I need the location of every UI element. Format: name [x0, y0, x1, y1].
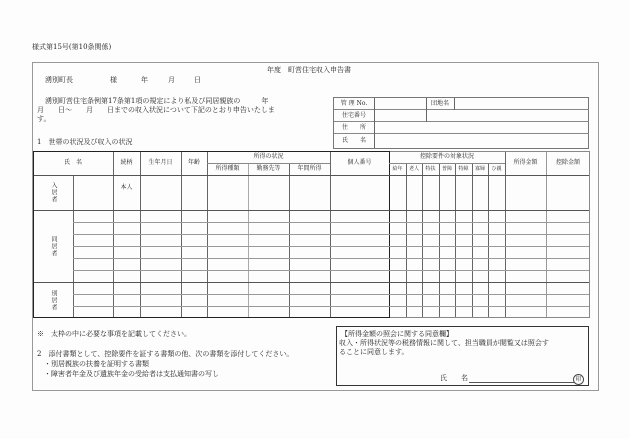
- consent-name-label: 氏 名: [440, 374, 468, 382]
- seal-icon: 印: [573, 374, 584, 385]
- consent-line-2: ることに同意します。: [339, 348, 409, 356]
- complex-name-field[interactable]: [455, 98, 589, 110]
- section-1-title: 1 世帯の状況及び収入の状況: [37, 138, 133, 146]
- consent-line-1: 収入・所得状況等の税務情報に関して、担当職員が閲覧又は照会す: [339, 339, 549, 347]
- name-label: 氏 名: [341, 137, 366, 144]
- date-month-label: 月: [168, 76, 175, 84]
- header-deduction-kyunen: 給年: [392, 166, 403, 172]
- note-thick-frame: ※ 太枠の中に必要な事項を記載してください。: [37, 330, 191, 338]
- header-income-type: 所得種類: [215, 165, 240, 172]
- note-bullet-1: ・別居親族の扶養を証明する書類: [44, 360, 149, 368]
- group-resident: [33, 175, 73, 210]
- group-resident-label: 入居者: [50, 182, 57, 203]
- header-deduction-hitorioya: ひ親: [491, 166, 502, 172]
- relation-self: 本人: [120, 184, 133, 191]
- management-no-field[interactable]: [375, 98, 426, 110]
- header-age: 年齢: [187, 159, 200, 166]
- addressee-honorific: 様: [110, 76, 117, 84]
- address-label: 住 所: [341, 124, 366, 131]
- header-name: 氏 名: [63, 159, 82, 166]
- complex-name-label: 団地名: [430, 100, 449, 107]
- note-bullet-2: ・障害者年金及び遺族年金の受給者は支払通知書の写し: [44, 370, 219, 378]
- header-deduction-amount: 控除金額: [555, 159, 580, 166]
- date-year-label: 年: [141, 76, 148, 84]
- house-no-label: 住宅番号: [341, 112, 366, 119]
- group-separate: [33, 282, 73, 318]
- header-annual-income: 年間所得: [297, 165, 322, 172]
- consent-title: 【所得金額の照会に関する同意欄】: [341, 330, 453, 338]
- header-deduction-fusho: 普障: [441, 166, 452, 172]
- header-employer: 勤務先等: [256, 165, 281, 172]
- form-number: 様式第15号(第10条関係): [32, 43, 112, 51]
- name-field[interactable]: [375, 134, 589, 148]
- header-deduction-kafu: 寡婦: [474, 166, 485, 172]
- consent-box: [336, 326, 589, 386]
- header-relation: 続柄: [120, 159, 133, 166]
- group-cohabitant-label: 同居者: [50, 235, 57, 257]
- house-no-field[interactable]: [375, 110, 426, 122]
- intro-line-3: す。: [37, 115, 51, 123]
- management-no-label: 管 理 No.: [340, 100, 368, 107]
- header-deduction-tokusho: 特障: [458, 166, 469, 172]
- header-income-amount: 所得金額: [513, 159, 538, 166]
- intro-line-2: 月 日～ 月 日までの収入状況について下記のとおり申告いたしま: [37, 106, 275, 114]
- header-birthdate: 生年月日: [148, 159, 173, 166]
- header-deduction-rojin: 老人: [408, 166, 419, 172]
- address-field[interactable]: [375, 122, 589, 134]
- form-title: 年度 町営住宅収入申告書: [267, 66, 351, 74]
- consent-signature-line[interactable]: [469, 382, 574, 383]
- header-my-number: 個人番号: [347, 159, 372, 166]
- info-table: [333, 97, 589, 149]
- header-income-status: 所得の状況: [253, 153, 284, 160]
- intro-line-1: 湧別町営住宅条例第17条第1項の規定により私及び同居親族の 年: [45, 97, 269, 105]
- date-day-label: 日: [194, 76, 201, 84]
- note-attachments: 2 添付書類として、控除要件を証する書類の他、次の書類を添付してください。: [37, 350, 294, 358]
- addressee-mayor: 湧別町長: [45, 76, 73, 84]
- header-deduction-status: 控除要件の対象状況: [419, 153, 474, 160]
- group-separate-label: 別居者: [50, 289, 57, 311]
- header-deduction-tokufu: 特扶: [425, 166, 436, 172]
- group-cohabitant: [33, 210, 73, 282]
